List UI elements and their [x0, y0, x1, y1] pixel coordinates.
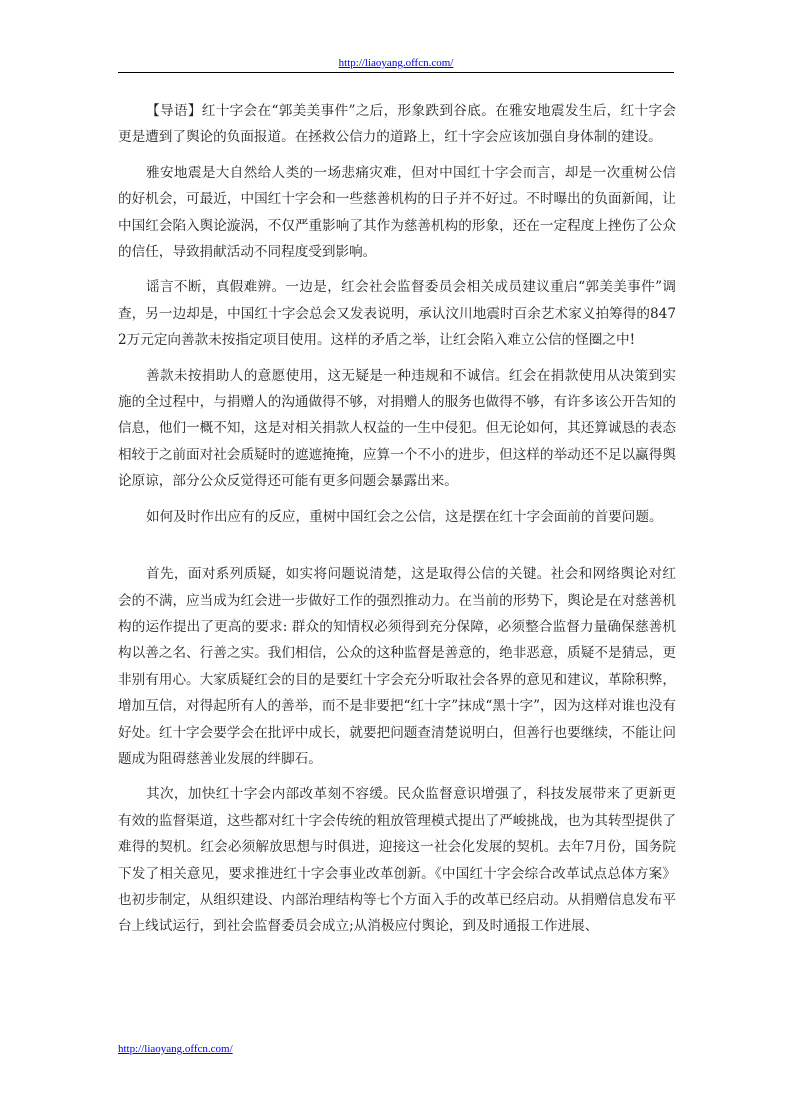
paragraph-yaan-earthquake: 雅安地震是大自然给人类的一场悲痛灾难，但对中国红十字会而言，却是一次重树公信的好机会，可最近，中国红十字会和一些慈善机构的日子并不好过。不时曝出的负面新闻，让中国红会陷入舆论漩涡，不仅严重影响了其作为慈善机构的形象，还在一定程度上挫伤了公众的信任，导致捐献活动不同程度受到影响。 — [118, 164, 676, 261]
article-body — [118, 98, 676, 949]
footer-url-link[interactable]: http://liaoyang.offcn.com/ — [118, 1043, 233, 1055]
paragraph-key-question: 如何及时作出应有的反应，重树中国红会之公信，这是摆在红十字会面前的首要问题。 — [146, 508, 663, 525]
paragraph-spacer — [118, 539, 676, 561]
paragraph-intro: 【导语】红十字会在“郭美美事件”之后，形象跌到谷底。在雅安地震发生后，红十字会更是遭到了舆论的负面报道。在拯救公信力的道路上，红十字会应该加强自身体制的建设。 — [118, 103, 676, 146]
paragraph-donation-misuse: 善款未按捐助人的意愿使用，这无疑是一种违规和不诚信。红会在捐款使用从决策到实施的全过程中，与捐赠人的沟通做得不够，对捐赠人的服务也做得不够，有许多该公开告知的信息，他们一概不知，这是对相关捐款人权益的一生中侵犯。但无论如何，其还算诚恳的表态相较于之前面对社会质疑时的遮遮掩掩，应算一个不小的进步，但这样的举动还不足以赢得舆论原谅，部分公众反觉得还可能有更多问题会暴露出来。 — [118, 367, 676, 490]
header-url-link[interactable]: http://liaoyang.offcn.com/ — [338, 57, 454, 69]
paragraph-rumors: 谣言不断，真假难辨。一边是，红会社会监督委员会相关成员建议重启“郭美美事件”调查，另一边却是，中国红十字会总会又发表说明，承认汶川地震时百余艺术家义拍筹得的8472万元定向善款未按指定项目使用。这样的矛盾之举，让红会陷入难立公信的怪圈之中! — [118, 279, 676, 349]
paragraph-first-point: 首先，面对系列质疑，如实将问题说清楚，这是取得公信的关键。社会和网络舆论对红会的不满，应当成为红会进一步做好工作的强烈推动力。在当前的形势下，舆论是在对慈善机构的运作提出了更高的要求: 群众的知情权必须得到充分保障，必须整合监督力量确保慈善机构以善之名、行善之实。我们相信，公众的这种监督是善意的，绝非恶意，质疑不是猜忌，更非别有用心。大家质疑红会的目的是要红十字会充分听取社会各界的意见和建议，革除积弊，增加互信，对得起所有人的善举，而不是非要把“红十字”抹成“黑十字”，因为这样对谁也没有好处。红十字会要学会在批评中成长，就要把问题查清楚说明白，但善行也要继续，不能让问题成为阻碍慈善业发展的绊脚石。 — [118, 566, 676, 767]
header-divider — [118, 72, 674, 73]
paragraph-second-point: 其次，加快红十字会内部改革刻不容缓。民众监督意识增强了，科技发展带来了更新更有效的监督渠道，这些都对红十字会传统的粗放管理模式提出了严峻挑战，也为其转型提供了难得的契机。红会必须解放思想与时俱进，迎接这一社会化发展的契机。去年7月份，国务院下发了相关意见，要求推进红十字会事业改革创新。《中国红十字会综合改革试点总体方案》也初步制定，从组织建设、内部治理结构等七个方面入手的改革已经启动。从捐赠信息发布平台上线试运行，到社会监督委员会成立;从消极应付舆论，到及时通报工作进展、 — [118, 786, 676, 935]
